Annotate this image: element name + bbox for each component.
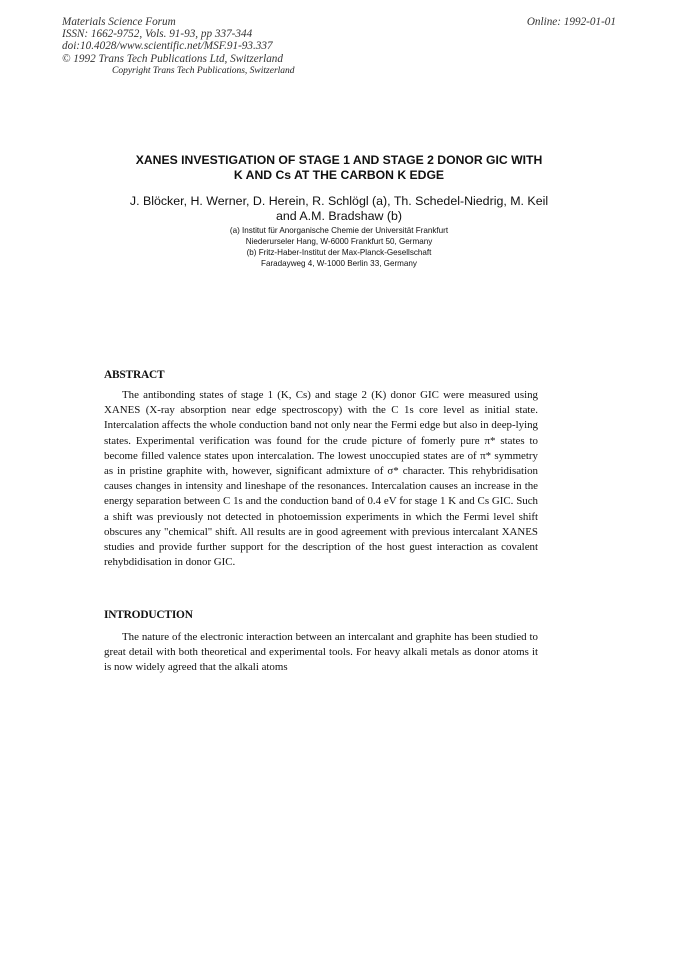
abstract-heading: ABSTRACT (104, 369, 165, 381)
affiliation-line: (b) Fritz-Haber-Institut der Max-Planck-Gesellschaft (246, 248, 432, 257)
abstract-paragraph: The antibonding states of stage 1 (K, Cs) and stage 2 (K) donor GIC were measured using XANES (X-ray absorption near edge spectroscopy) with the C 1s core level as initial state. Intercalation affects the whole conduction band not only near the Fermi edge but also in deep-lying states. Experimental verification was found for the crude picture of fomerly pure π* states to become filled valence states upon intercalation. The lowest unoccupied states are of π* symmetry as in pristine graphite with, however, significant admixture of σ* character. This rehybridisation causes changes in intensity and lineshape of the resonances. Intercalation causes an increase in the energy separation between C 1s and the conduction band of 0.4 eV for stage 1 K and Cs GIC. Such a shift was previously not detected in photoemission experiments in which the Fermi level shift obscures any "chemical" shift. All results are in good agreement with previous intercalant XANES studies and provide further support for the description of the host guest interaction as covalent rehybdidisation in donor GIC. (104, 389, 538, 569)
journal-name: Materials Science Forum (62, 16, 176, 28)
journal-metadata (62, 16, 283, 65)
affiliation-line: (a) Institut für Anorganische Chemie der Universität Frankfurt (229, 226, 449, 235)
introduction-body (104, 630, 538, 676)
doi-link[interactable]: doi:10.4028/www.scientific.net/MSF.91-93.337 (62, 40, 273, 53)
affiliation-line: Faradayweg 4, W-1000 Berlin 33, Germany (261, 259, 417, 268)
issn-line: ISSN: 1662-9752, Vols. 91-93, pp 337-344 (62, 28, 253, 41)
authors-line-1: J. Blöcker, H. Werner, D. Herein, R. Schlögl (a), Th. Schedel-Niedrig, M. Keil (129, 194, 549, 208)
author-list (90, 194, 588, 224)
title-line-2: K AND Cs AT THE CARBON K EDGE (233, 168, 445, 182)
online-date: Online: 1992-01-01 (526, 16, 616, 28)
abstract-body (104, 388, 538, 570)
authors-line-2: and A.M. Bradshaw (b) (275, 209, 403, 223)
paper-title (90, 153, 588, 183)
copyright-notice: Copyright Trans Tech Publications, Switzerland (112, 66, 295, 76)
publisher-line: © 1992 Trans Tech Publications Ltd, Switzerland (62, 52, 283, 65)
affiliation-line: Niederurseler Hang, W-6000 Frankfurt 50, Germany (245, 237, 433, 246)
introduction-paragraph: The nature of the electronic interaction between an intercalant and graphite has been studied to great detail with both theoretical and experimental tools. For heavy alkali metals as donor atoms it is now widely agreed that the alkali atoms (104, 631, 538, 674)
title-line-1: XANES INVESTIGATION OF STAGE 1 AND STAGE 2 DONOR GIC WITH (135, 153, 543, 167)
affiliations (90, 225, 588, 269)
introduction-heading: INTRODUCTION (104, 609, 193, 621)
